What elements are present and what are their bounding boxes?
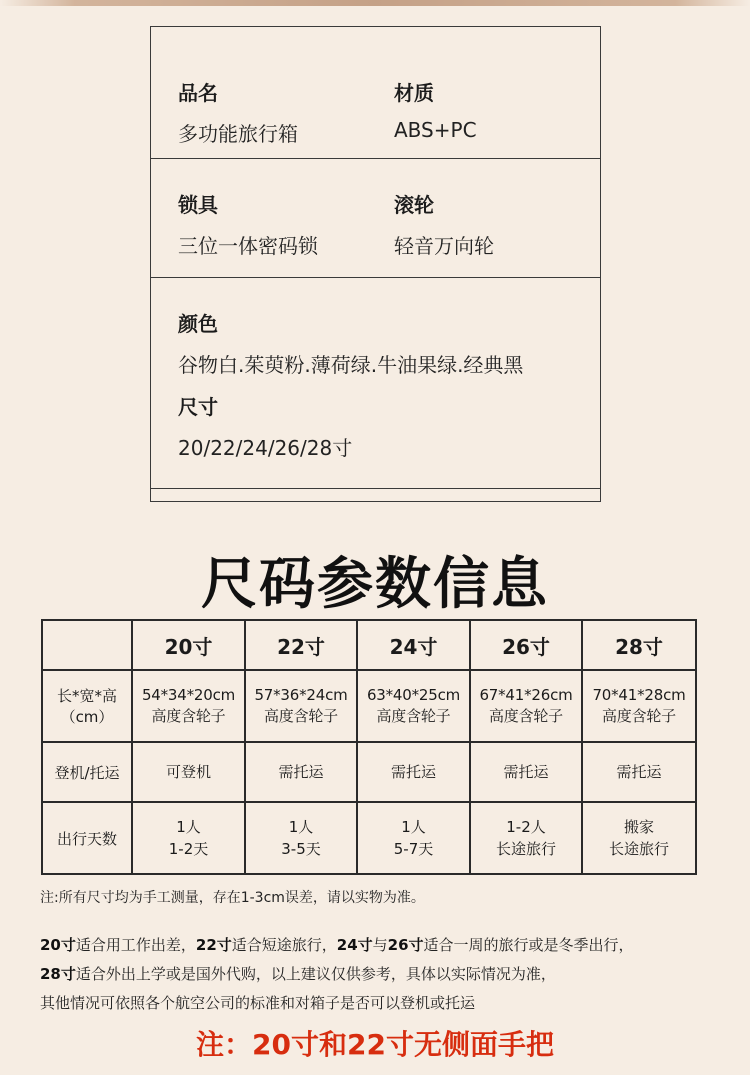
days-people: 1人 (288, 818, 314, 836)
row-head-dimensions (42, 670, 132, 742)
row-head-dimensions-line1: 长*宽*高 (56, 687, 117, 705)
spec-wheel (394, 189, 494, 259)
dim-note: 高度含轮子 (151, 707, 226, 725)
spec-wheel-value: 轻音万向轮 (394, 234, 494, 258)
advice-text: 适合用工作出差， (75, 936, 196, 954)
advice-text: 与 (372, 936, 388, 954)
spec-lock-value: 三位一体密码锁 (178, 234, 318, 258)
dim-cell-24 (357, 670, 470, 742)
spec-material-label: 材质 (394, 81, 434, 105)
header-20: 20寸 (132, 620, 245, 670)
row-head-days: 出行天数 (42, 802, 132, 874)
header-24: 24寸 (357, 620, 470, 670)
dim-note: 高度含轮子 (376, 707, 451, 725)
spec-material-value: ABS+PC (394, 118, 477, 142)
spec-material (394, 77, 477, 142)
advice-size-20: 20寸 (40, 936, 76, 954)
board-cell-24: 需托运 (357, 742, 470, 802)
spec-bottom-divider (151, 488, 600, 489)
advice-line-1 (40, 934, 634, 955)
table-row-dimensions (42, 670, 696, 742)
days-duration: 5-7天 (393, 840, 434, 858)
top-decoration (0, 0, 750, 6)
dim-cell-20 (132, 670, 245, 742)
days-duration: 长途旅行 (495, 840, 556, 858)
advice-text: 适合外出上学或是国外代购，以上建议仅供参考，具体以实际情况为准， (75, 965, 556, 983)
board-cell-28: 需托运 (582, 742, 696, 802)
advice-text: 适合短途旅行， (231, 936, 337, 954)
section-title: 尺码参数信息 (201, 552, 549, 617)
advice-size-28: 28寸 (40, 965, 76, 983)
days-people: 1人 (176, 818, 201, 836)
row-head-boarding: 登机/托运 (42, 742, 132, 802)
header-22: 22寸 (245, 620, 357, 670)
days-duration: 长途旅行 (608, 840, 669, 858)
dim-value: 54*34*20cm (141, 686, 236, 704)
spec-color-value: 谷物白.茱萸粉.薄荷绿.牛油果绿.经典黑 (178, 353, 524, 377)
size-table (41, 619, 697, 875)
board-cell-26: 需托运 (470, 742, 582, 802)
dim-note: 高度含轮子 (263, 707, 338, 725)
spec-lock (178, 189, 318, 259)
spec-size (178, 391, 352, 461)
spec-card (150, 26, 601, 502)
days-cell-22 (245, 802, 357, 874)
warning-note: 注：20寸和22寸无侧面手把 (196, 1028, 554, 1061)
dim-value: 70*41*28cm (592, 686, 686, 704)
table-header-row (42, 620, 696, 670)
spec-row-name-material (151, 27, 600, 159)
spec-row-lock-wheel (151, 159, 600, 278)
dim-cell-26 (470, 670, 582, 742)
spec-name-value: 多功能旅行箱 (178, 122, 298, 146)
advice-size-24: 24寸 (336, 936, 373, 954)
table-corner-cell (42, 620, 132, 670)
days-duration: 1-2天 (168, 840, 209, 858)
advice-text: 适合一周的旅行或是冬季出行， (423, 936, 634, 954)
spec-lock-label: 锁具 (178, 193, 218, 217)
advice-size-26: 26寸 (387, 936, 424, 954)
spec-color-label: 颜色 (178, 312, 218, 336)
dim-note: 高度含轮子 (601, 707, 676, 725)
spec-wheel-label: 滚轮 (394, 193, 434, 217)
spec-name-label: 品名 (178, 81, 218, 105)
days-people: 1-2人 (506, 818, 546, 836)
row-head-dimensions-line2: （cm） (60, 708, 114, 726)
days-cell-20 (132, 802, 245, 874)
table-row-boarding (42, 742, 696, 802)
dim-value: 63*40*25cm (366, 686, 461, 704)
header-26: 26寸 (470, 620, 582, 670)
dim-cell-22 (245, 670, 357, 742)
days-cell-28 (582, 802, 696, 874)
advice-size-22: 22寸 (195, 936, 232, 954)
header-28: 28寸 (582, 620, 696, 670)
dim-cell-28 (582, 670, 696, 742)
table-row-days (42, 802, 696, 874)
days-duration: 3-5天 (281, 840, 321, 858)
spec-size-value: 20/22/24/26/28寸 (178, 436, 353, 460)
days-cell-24 (357, 802, 470, 874)
spec-row-color-size (151, 278, 600, 490)
days-people: 搬家 (623, 818, 654, 836)
dim-value: 67*41*26cm (479, 686, 573, 704)
measurement-note: 注:所有尺寸均为手工测量，存在1-3cm误差，请以实物为准。 (40, 890, 425, 906)
spec-size-label: 尺寸 (178, 395, 218, 419)
advice-line-3: 其他情况可依照各个航空公司的标准和对箱子是否可以登机或托运 (40, 994, 476, 1012)
board-cell-22: 需托运 (245, 742, 357, 802)
dim-value: 57*36*24cm (254, 686, 348, 704)
advice-line-2 (40, 963, 556, 984)
days-people: 1人 (401, 818, 426, 836)
days-cell-26 (470, 802, 582, 874)
spec-color (178, 308, 523, 378)
board-cell-20: 可登机 (132, 742, 245, 802)
dim-note: 高度含轮子 (488, 707, 563, 725)
spec-name (178, 77, 298, 147)
